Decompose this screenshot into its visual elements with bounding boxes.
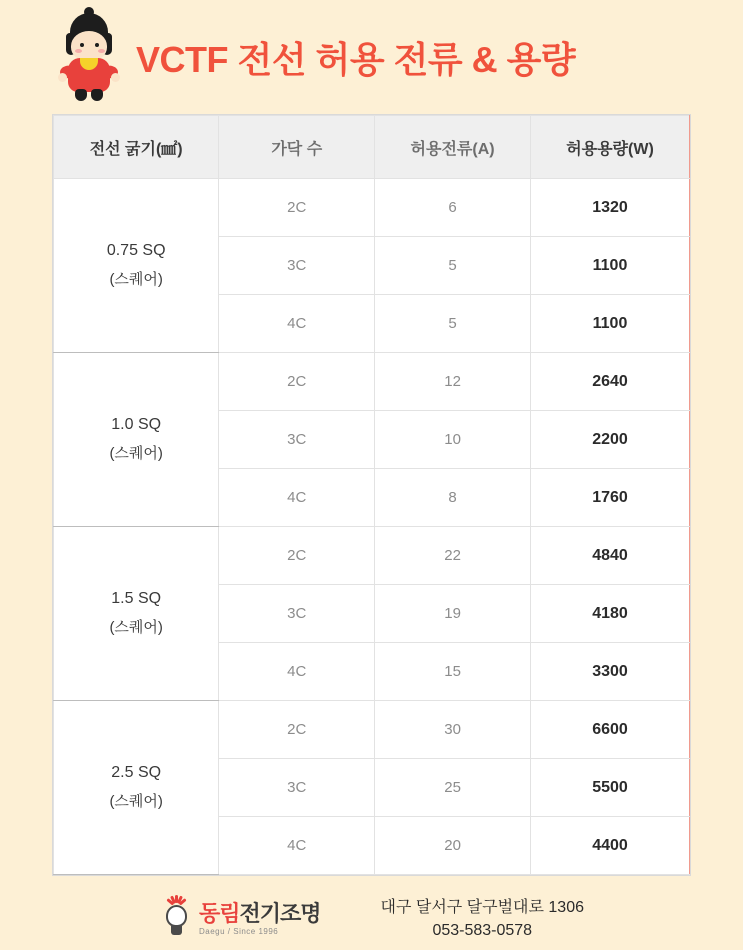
lightbulb-icon <box>159 897 193 941</box>
wire-size-unit: (스퀘어) <box>109 619 163 637</box>
strand-cell: 4C <box>219 643 375 701</box>
wire-size-cell <box>54 527 219 701</box>
contact-info <box>381 896 585 942</box>
company-tagline: Daegu / Since 1996 <box>198 926 279 936</box>
current-cell: 12 <box>375 353 531 411</box>
strand-cell: 4C <box>219 817 375 875</box>
spec-table <box>53 115 690 875</box>
wire-size-cell <box>54 701 219 875</box>
capacity-cell: 4180 <box>530 585 689 643</box>
company-phone: 053-583-0578 <box>432 922 533 939</box>
current-cell: 5 <box>375 237 531 295</box>
table-header-row <box>54 116 690 179</box>
capacity-cell: 3300 <box>530 643 689 701</box>
wire-size-value: 2.5 SQ <box>111 764 162 782</box>
company-name-accent: 동림 <box>198 900 240 926</box>
current-cell: 19 <box>375 585 531 643</box>
wire-size-cell <box>54 353 219 527</box>
wire-size-value: 0.75 SQ <box>106 242 166 260</box>
strand-cell: 2C <box>219 353 375 411</box>
capacity-cell: 2200 <box>530 411 689 469</box>
current-cell: 15 <box>375 643 531 701</box>
capacity-cell: 5500 <box>530 759 689 817</box>
capacity-cell: 6600 <box>530 701 689 759</box>
strand-cell: 2C <box>219 179 375 237</box>
strand-cell: 3C <box>219 237 375 295</box>
current-cell: 6 <box>375 179 531 237</box>
column-header-strand-count: 가닥 수 <box>219 116 375 179</box>
footer <box>0 888 743 950</box>
capacity-cell: 4400 <box>530 817 689 875</box>
company-name <box>198 900 321 926</box>
strand-cell: 3C <box>219 411 375 469</box>
header <box>0 0 743 106</box>
wire-size-unit: (스퀘어) <box>109 793 163 811</box>
table-header <box>54 116 690 179</box>
current-cell: 25 <box>375 759 531 817</box>
table-body <box>54 179 690 875</box>
capacity-cell: 1760 <box>530 469 689 527</box>
capacity-cell: 4840 <box>530 527 689 585</box>
column-header-current: 허용전류(A) <box>375 116 531 179</box>
company-address: 대구 달서구 달구벌대로 1306 <box>380 898 585 916</box>
spec-table-container <box>52 114 691 876</box>
strand-cell: 2C <box>219 527 375 585</box>
table-row <box>54 701 690 759</box>
current-cell: 8 <box>375 469 531 527</box>
wire-size-unit: (스퀘어) <box>109 271 163 289</box>
current-cell: 22 <box>375 527 531 585</box>
page-title: VCTF 전선 허용 전류 & 용량 <box>136 38 576 80</box>
column-header-capacity: 허용용량(W) <box>530 116 689 179</box>
strand-cell: 3C <box>219 585 375 643</box>
wire-size-unit: (스퀘어) <box>109 445 163 463</box>
capacity-cell: 1100 <box>530 295 689 353</box>
company-logo-text <box>198 900 321 936</box>
current-cell: 30 <box>375 701 531 759</box>
table-row <box>54 527 690 585</box>
company-logo <box>159 897 321 941</box>
column-header-wire-size: 전선 굵기(㎟) <box>54 116 219 179</box>
table-row <box>54 353 690 411</box>
company-name-rest: 전기조명 <box>239 900 321 926</box>
capacity-cell: 2640 <box>530 353 689 411</box>
wire-size-cell <box>54 179 219 353</box>
wire-size-value: 1.5 SQ <box>111 590 162 608</box>
capacity-cell: 1320 <box>530 179 689 237</box>
current-cell: 20 <box>375 817 531 875</box>
strand-cell: 4C <box>219 469 375 527</box>
strand-cell: 4C <box>219 295 375 353</box>
character-mascot-icon <box>52 11 126 103</box>
strand-cell: 3C <box>219 759 375 817</box>
table-row <box>54 179 690 237</box>
strand-cell: 2C <box>219 701 375 759</box>
current-cell: 10 <box>375 411 531 469</box>
current-cell: 5 <box>375 295 531 353</box>
capacity-cell: 1100 <box>530 237 689 295</box>
wire-size-value: 1.0 SQ <box>111 416 162 434</box>
